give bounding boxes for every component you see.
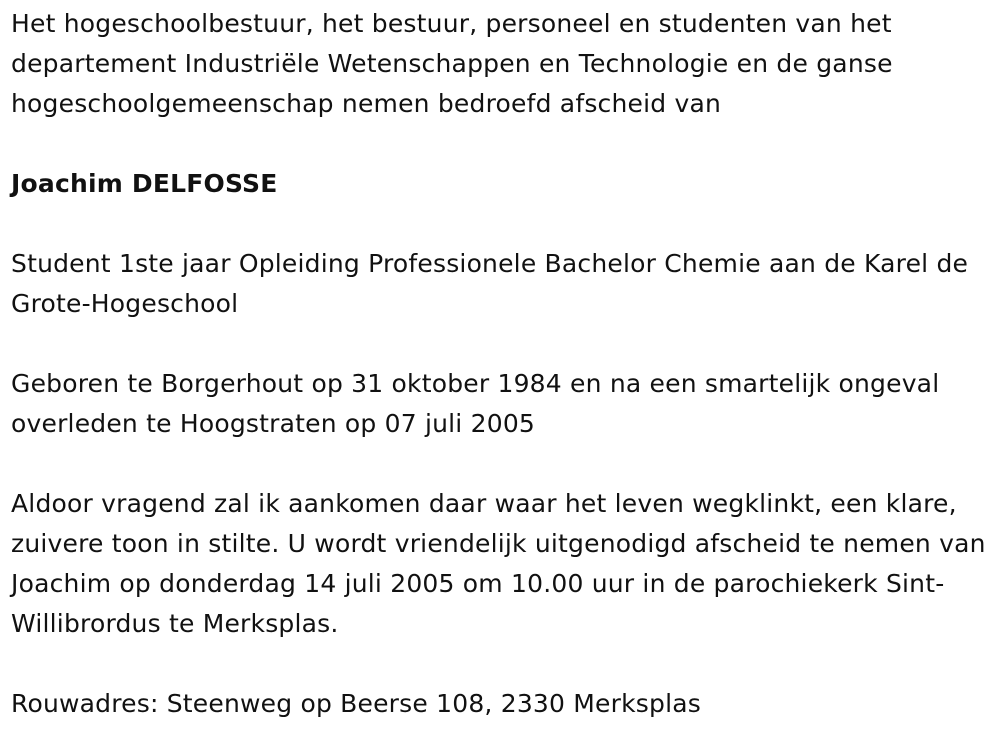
role-paragraph: Student 1ste jaar Opleiding Professionele Bachelor Chemie aan de Karel de Grote-Hogeschool — [11, 249, 969, 318]
obituary-document — [11, 4, 995, 724]
invitation-paragraph: Aldoor vragend zal ik aankomen daar waar het leven wegklinkt, een klare, zuivere toon in stilte. U wordt vriendelijk uitgenodigd afscheid te nemen van Joachim op donderdag 14 juli 2005 om 10.00 uur in de parochiekerk Sint-Willibrordus te Merksplas. — [11, 489, 986, 638]
address-line: Rouwadres: Steenweg op Beerse 108, 2330 Merksplas — [11, 689, 701, 718]
birth-death-paragraph: Geboren te Borgerhout op 31 oktober 1984 en na een smartelijk ongeval overleden te Hoogstraten op 07 juli 2005 — [11, 369, 940, 438]
deceased-name: Joachim DELFOSSE — [11, 169, 278, 198]
intro-paragraph: Het hogeschoolbestuur, het bestuur, personeel en studenten van het departement Industriële Wetenschappen en Technologie en de ganse hogeschoolgemeenschap nemen bedroefd afscheid van — [11, 9, 893, 118]
